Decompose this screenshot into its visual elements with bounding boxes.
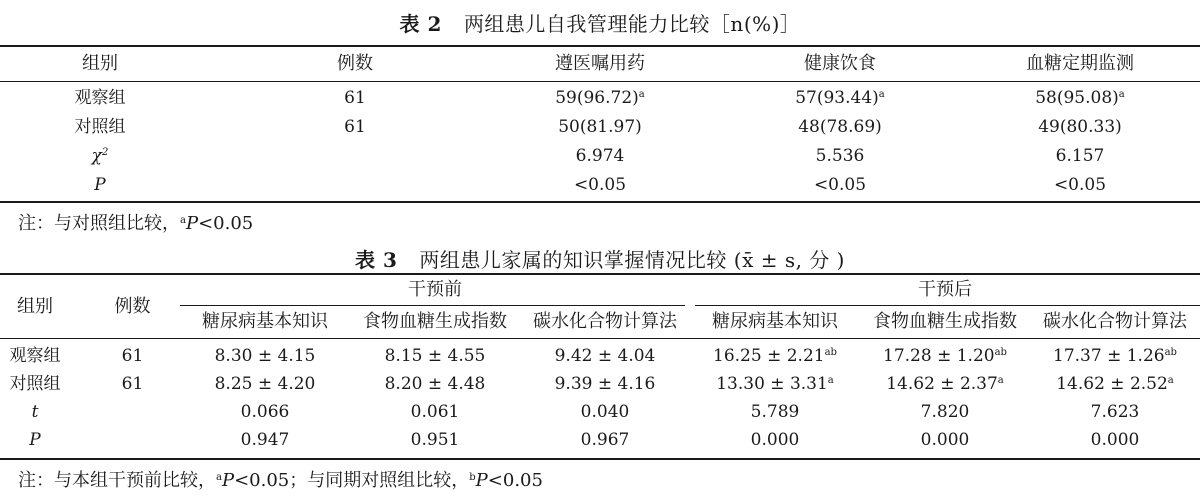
t3-header-n: 例数 xyxy=(114,296,151,317)
t3-row3-cell-6: 7.623 xyxy=(1090,402,1140,422)
table2-top-rule xyxy=(0,45,1200,47)
t3-row4-cell-2: 0.951 xyxy=(410,430,460,450)
t2-header-n: 例数 xyxy=(337,53,373,74)
t3-row1-cell-6: 17.37 ± 1.26$^{ab}$ xyxy=(1053,346,1177,366)
t3-header-pre: 干预前 xyxy=(408,279,462,300)
t3-row2-cell-1: 8.25 ± 4.20 xyxy=(214,374,316,394)
t3-row2-n: 61 xyxy=(121,374,144,394)
t3-row3-cell-2: 0.061 xyxy=(410,402,460,422)
table2-header-rule xyxy=(0,81,1200,82)
t2-row1-c1: $59(96.72)^a$ xyxy=(555,88,645,108)
t3-row1-group: 观察组 xyxy=(9,346,61,366)
t2-row2-group: 对照组 xyxy=(74,117,126,137)
t3-row3-group: t xyxy=(31,402,39,422)
t3-post-span-rule xyxy=(695,305,1200,306)
table2-bottom-rule xyxy=(0,201,1200,203)
table3-header-rule xyxy=(0,338,1200,339)
t3-sub-3: 碳水化合物计算法 xyxy=(533,311,677,332)
table2-caption xyxy=(0,8,1200,37)
t3-row2-cell-3: 9.39 ± 4.16 xyxy=(554,374,656,394)
t3-pre-span-rule xyxy=(180,305,685,306)
t3-row2-cell-4: 13.30 ± 3.31$^a$ xyxy=(716,374,834,394)
t3-row3-n xyxy=(95,398,170,426)
t3-row3-cell-4: 5.789 xyxy=(750,402,800,422)
t3-row4-cell-4: 0.000 xyxy=(750,430,800,450)
t2-row3-c2: 5.536 xyxy=(815,146,865,166)
t2-row4-c2: <0.05 xyxy=(813,175,867,195)
t3-sub-2: 食物血糖生成指数 xyxy=(363,311,507,332)
t2-header-c2: 健康饮食 xyxy=(804,53,876,74)
t3-row4-group: P xyxy=(29,430,41,450)
t3-row1-cell-4: 16.25 ± 2.21$^{ab}$ xyxy=(713,346,837,366)
t2-row3-c3: 6.157 xyxy=(1055,146,1105,166)
table2-title: 两组患儿自我管理能力比较［n(%)］ xyxy=(463,12,801,36)
t3-row3-cell-5: 7.820 xyxy=(920,402,970,422)
table3-title: 两组患儿家属的知识掌握情况比较 (x̄ ± s, 分 ) xyxy=(419,248,845,272)
table3-top-rule xyxy=(0,273,1200,275)
t2-row1-group: 观察组 xyxy=(74,88,126,108)
t2-row1-c2: $57(93.44)^a$ xyxy=(795,88,885,108)
t2-row2-c3: 49(80.33) xyxy=(1038,117,1122,137)
t2-row3-group: $\chi^2$ xyxy=(91,146,109,166)
t2-header-group: 组别 xyxy=(82,53,118,74)
t2-row4-group: P xyxy=(94,175,106,195)
t3-row4-cell-6: 0.000 xyxy=(1090,430,1140,450)
t3-sub-1: 糖尿病基本知识 xyxy=(202,311,328,332)
t3-header-group: 组别 xyxy=(17,296,53,317)
t2-row2-c2: 48(78.69) xyxy=(798,117,882,137)
table3-bottom-rule xyxy=(0,458,1200,460)
t3-row2-group: 对照组 xyxy=(9,374,61,394)
t3-sub-6: 碳水化合物计算法 xyxy=(1043,311,1187,332)
t3-row1-cell-2: 8.15 ± 4.55 xyxy=(384,346,486,366)
t2-row3-c1: 6.974 xyxy=(575,146,625,166)
t2-row4-c3: <0.05 xyxy=(1053,175,1107,195)
table2-number: 表 2 xyxy=(399,12,442,36)
t3-sub-5: 食物血糖生成指数 xyxy=(873,311,1017,332)
t3-row1-cell-5: 17.28 ± 1.20$^{ab}$ xyxy=(883,346,1007,366)
t3-row1-cell-1: 8.30 ± 4.15 xyxy=(214,346,316,366)
t2-row2-n: 61 xyxy=(344,117,366,137)
t2-row4-c1: <0.05 xyxy=(573,175,627,195)
table3-number: 表 3 xyxy=(355,248,398,272)
t3-row4-cell-1: 0.947 xyxy=(240,430,290,450)
t3-row1-n: 61 xyxy=(121,346,144,366)
table2-footnote: 注：与对照组比较，$^a$P<0.05 xyxy=(18,213,254,234)
t2-row1-n: 61 xyxy=(344,88,366,108)
t3-row2-cell-6: 14.62 ± 2.52$^a$ xyxy=(1056,374,1174,394)
t2-row2-c1: 50(81.97) xyxy=(558,117,642,137)
table3-caption xyxy=(0,244,1200,273)
t3-row4-cell-3: 0.967 xyxy=(580,430,630,450)
t3-row4-cell-5: 0.000 xyxy=(920,430,970,450)
t3-row4-n xyxy=(95,426,170,454)
t2-row1-c3: $58(95.08)^a$ xyxy=(1035,88,1125,108)
t2-header-c1: 遵医嘱用药 xyxy=(555,53,645,74)
t3-row2-cell-5: 14.62 ± 2.37$^a$ xyxy=(886,374,1004,394)
table3-footnote: 注：与本组干预前比较，$^a$P<0.05；与同期对照组比较，$^b$P<0.05 xyxy=(18,470,543,491)
t3-sub-4: 糖尿病基本知识 xyxy=(712,311,838,332)
t3-row3-cell-1: 0.066 xyxy=(240,402,290,422)
t3-header-post: 干预后 xyxy=(918,279,972,300)
t3-row2-cell-2: 8.20 ± 4.48 xyxy=(384,374,486,394)
t3-row1-cell-3: 9.42 ± 4.04 xyxy=(554,346,656,366)
t3-row3-cell-3: 0.040 xyxy=(580,402,630,422)
t2-header-c3: 血糖定期监测 xyxy=(1026,53,1134,74)
